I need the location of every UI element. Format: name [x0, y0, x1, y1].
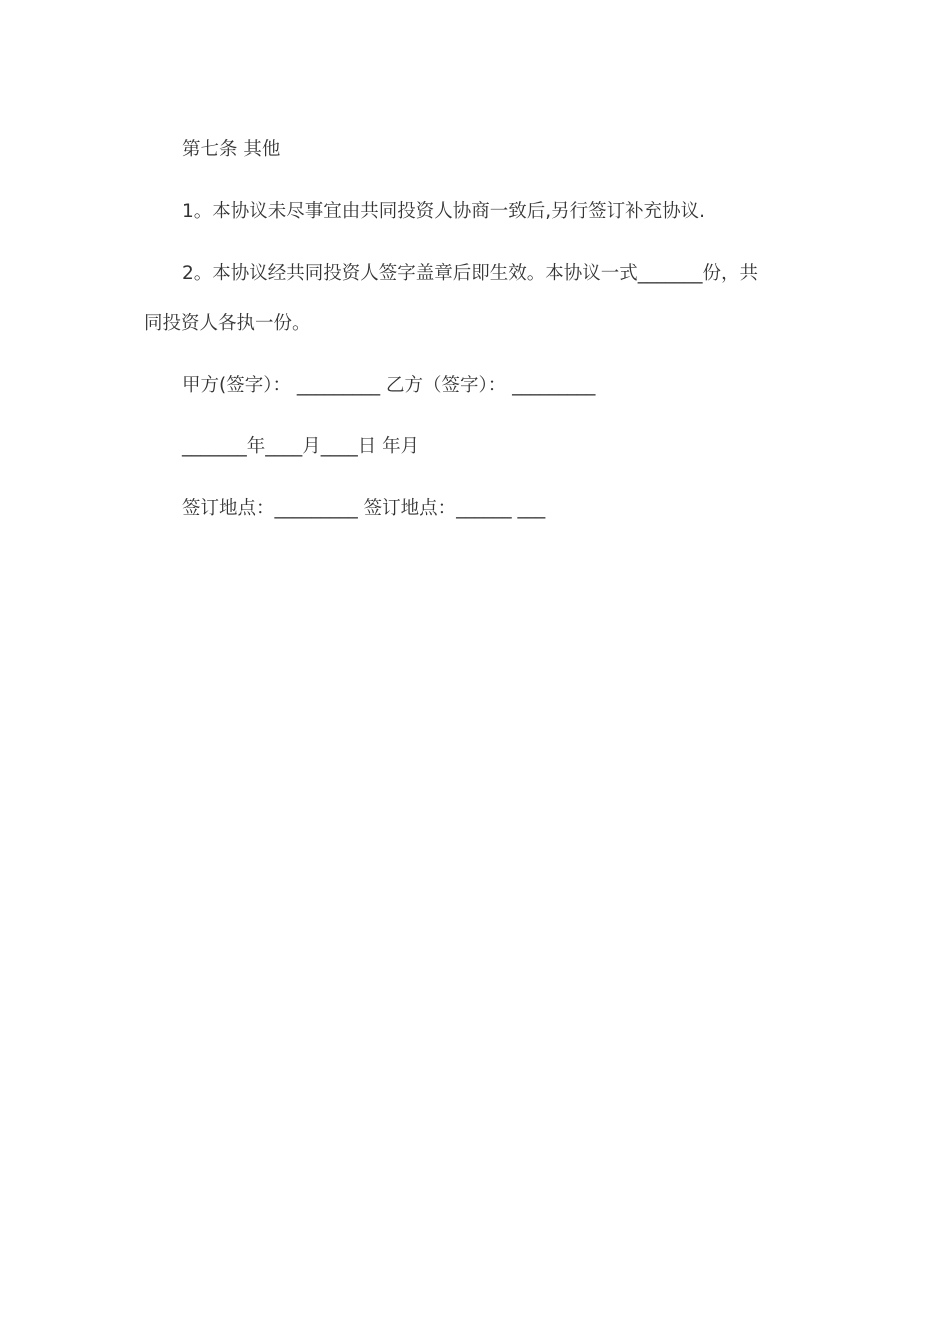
- clause-2-line-1: 2。本协议经共同投资人签字盖章后即生效。本协议一式_______份，共: [182, 263, 759, 284]
- clause-1: 1。本协议未尽事宜由共同投资人协商一致后,另行签订补充协议.: [182, 201, 706, 222]
- date-line: _______年____月____日 年月: [182, 436, 420, 457]
- section-title: 第七条 其他: [182, 139, 281, 160]
- clause-2-line-2: 同投资人各执一份。: [144, 313, 311, 334]
- signature-line: 甲方(签字）： _________ 乙方（签字）： _________: [182, 375, 596, 396]
- signing-place-line: 签订地点：_________ 签订地点：______ ___: [182, 498, 546, 519]
